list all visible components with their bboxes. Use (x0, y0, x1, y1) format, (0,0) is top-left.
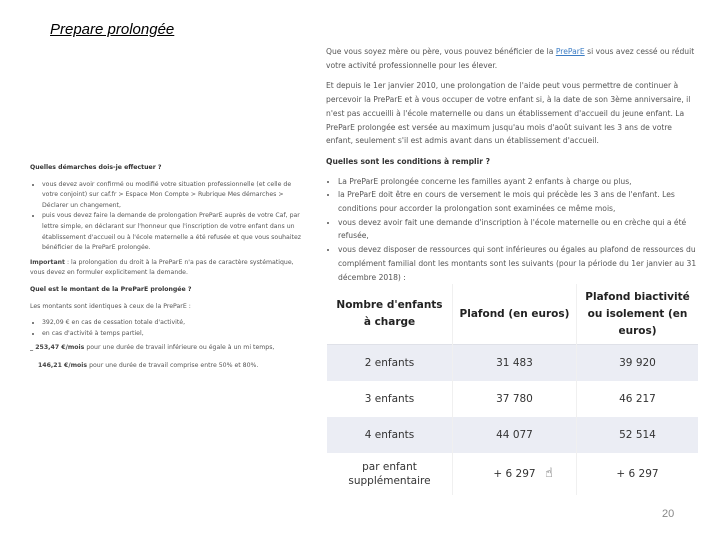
prolongation-paragraph: Et depuis le 1er janvier 2010, une prolongation de l'aide peut vous permettre de continuer à percevoir la PreParE et à vous occuper de votre enfant si, à la date de son 3ème anniversaire, il n'est pas accueilli à l'école maternelle ou dans un établissement d'accueil du jeune enfant. La PreParE prolongée est versée au maximum jusqu'au mois d'août suivant les 3 ans de votre enfant, seulement s'il est admis avant dans un établissement d'accueil. (326, 81, 691, 146)
intro-text: Que vous soyez mère ou père, vous pouvez bénéficier de la (326, 47, 556, 56)
amount-half-time (30, 343, 302, 354)
list-item: • vous devez disposer de ressources qui sont inférieures ou égales au plafond de ressources du complément familial dont les montants sont les suivants (pour la période du 1er janvier au 31 décembre 2018) : (338, 243, 698, 284)
slide-title: Prepare prolongée (50, 21, 175, 38)
table-cell: 46 217 (577, 381, 699, 417)
amount-value: 146,21 €/mois (38, 361, 88, 369)
left-panel-demarches (30, 163, 302, 379)
plafond-table (327, 284, 698, 495)
list-item: • vous devez avoir confirmé ou modifié votre situation professionnelle (et celle de votre conjoint) sur caf.fr > Espace Mon Compte > Rubrique Mes démarches > Déclarer un changement, (42, 180, 302, 212)
table-cell: + 6 297 (577, 453, 699, 495)
hand-pointer-icon: ☝ (545, 466, 553, 481)
table-cell: 3 enfants (364, 393, 415, 405)
table-cell: par enfant supplémentaire (348, 461, 431, 487)
important-label: Important (30, 258, 65, 266)
table-cell: 2 enfants (327, 345, 453, 382)
table-cell: + 6 297 (453, 453, 577, 495)
amount-text: pour une durée de travail comprise entre 50% et 80%. (87, 361, 259, 369)
list-item: • en cas d'activité à temps partiel, (42, 329, 302, 340)
table-cell: 39 920 (577, 345, 699, 382)
column-header: Plafond biactivité ou isolement (en euros) (577, 284, 699, 345)
page-number: 20 (662, 508, 675, 520)
right-panel-conditions (326, 45, 698, 284)
list-item: • La PreParE prolongée concerne les familles ayant 2 enfants à charge ou plus, (338, 175, 698, 189)
intro-text: si vous avez cessé ou réduit votre activité professionnelle pour les élever. (326, 47, 695, 70)
prepare-link[interactable]: PreParE (555, 47, 585, 56)
table-row (327, 345, 698, 382)
table-cell: 52 514 (577, 417, 699, 453)
heading-demarches: Quelles démarches dois-je effectuer ? (30, 164, 162, 171)
table-header-row (327, 284, 698, 345)
demarches-list (30, 180, 302, 254)
montant-intro: Les montants sont identiques à ceux de la PreParE : (30, 302, 191, 310)
list-item: • la PreParE doit être en cours de versement le mois qui précède les 3 ans de l'enfant. Les conditions pour accorder la prolongation sont examinées ce même mois, (338, 188, 698, 215)
amount-partial-time (30, 361, 302, 372)
table-cell: 31 483 (453, 345, 577, 382)
list-item: • vous devez avoir fait une demande d'inscription à l'école maternelle ou en crèche qui a été refusée, (338, 216, 698, 243)
table-row (327, 453, 698, 495)
table-cell: 44 077 (453, 417, 577, 453)
list-item: • puis vous devez faire la demande de prolongation PreParE auprès de votre Caf, par lettre simple, en déclarant sur l'honneur que l'inscription de votre enfant dans un établissement d'accueil ou à l'école maternelle a été refusée et que vous souhaitez bénéficier de la PreParE prolongée. (42, 211, 302, 253)
table-row (327, 381, 698, 417)
column-header: Nombre d'enfants à charge (336, 299, 443, 328)
table-cell: 37 780 (453, 381, 577, 417)
montants-list (30, 318, 302, 339)
amount-text: pour une durée de travail inférieure ou égale à un mi temps, (84, 344, 275, 352)
amount-value: _ 253,47 €/mois (30, 344, 85, 352)
table-cell: 4 enfants (327, 417, 453, 453)
heading-montant: Quel est le montant de la PreParE prolongée ? (30, 285, 192, 293)
important-note (30, 258, 302, 279)
column-header: Plafond (en euros) (453, 284, 577, 345)
conditions-list (326, 175, 698, 285)
list-item: • 392,09 € en cas de cessation totale d'activité, (42, 318, 302, 329)
important-text: : la prolongation du droit à la PreParE n'a pas de caractère systématique, vous devez en formuler explicitement la demande. (30, 258, 294, 277)
heading-conditions: Quelles sont les conditions à remplir ? (326, 156, 491, 166)
table-row (327, 417, 698, 453)
intro-paragraph (326, 45, 698, 72)
